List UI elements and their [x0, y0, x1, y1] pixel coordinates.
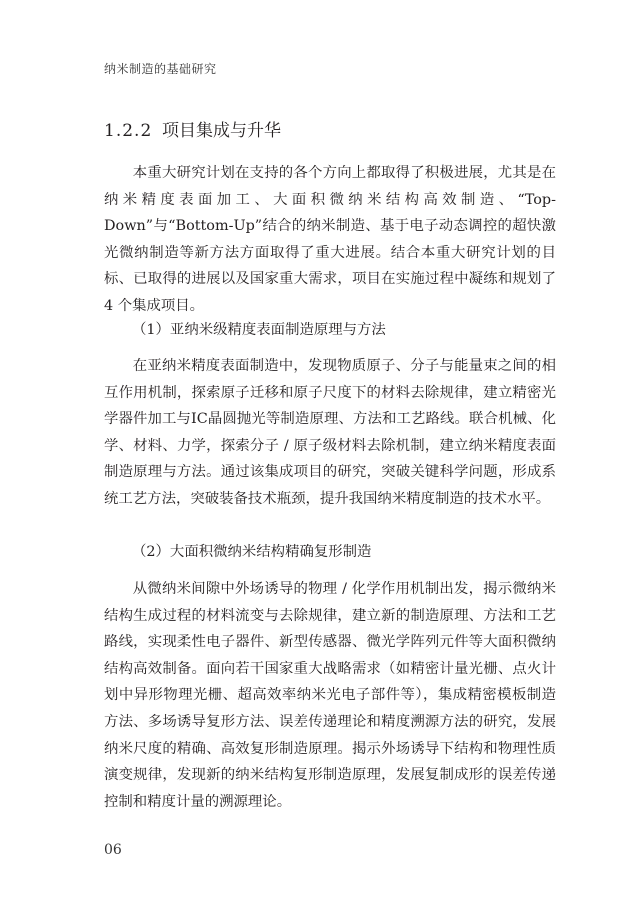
section-title: 项目集成与升华	[162, 121, 281, 141]
item1-heading: （1）亚纳米级精度表面制造原理与方法	[132, 322, 386, 338]
item2-heading: （2）大面积微纳米结构精确复形制造	[132, 544, 372, 560]
item1-paragraph: 在亚纳米精度表面制造中，发现物质原子、分子与能量束之间的相互作用机制，探索原子迁移和原子尺度下的材料去除规律，建立精密光学器件加工与IC晶圆抛光等制造原理、方法和工艺路线。联合机械、化学、材料、力学，探索分子 / 原子级材料去除机制，建立纳米精度表面制造原理与方法。通过该集成项目的研究，突破关键科学问题，形成系统工艺方法，突破装备技术瓶颈，提升我国纳米精度制造的技术水平。	[104, 358, 556, 507]
intro-paragraph: 本重大研究计划在支持的各个方向上都取得了积极进展，尤其是在纳米精度表面加工、大面积微纳米结构高效制造、“Top-Down”与“Bottom-Up”结合的纳米制造、基于电子动态调控的超快激光微纳制造等新方法方面取得了重大进展。结合本重大研究计划的目标、已取得的进展以及国家重大需求，项目在实施过程中凝练和规划了 4 个集成项目。	[104, 165, 556, 314]
page-number: 06	[104, 842, 122, 858]
section-number: 1.2.2	[104, 121, 153, 141]
running-head: 纳米制造的基础研究	[104, 62, 217, 76]
item2-paragraph: 从微纳米间隙中外场诱导的物理 / 化学作用机制出发，揭示微纳米结构生成过程的材料流变与去除规律，建立新的制造原理、方法和工艺路线，实现柔性电子器件、新型传感器、微光学阵列元件等大面积微纳结构高效制备。面向若干国家重大战略需求（如精密计量光栅、点火计划中异形物理光栅、超高效率纳米光电子部件等），集成精密模板制造方法、多场诱导复形方法、误差传递理论和精度溯源方法的研究，发展纳米尺度的精确、高效复形制造原理。揭示外场诱导下结构和物理性质演变规律，发现新的纳米结构复形制造原理，发展复制成形的误差传递控制和精度计量的溯源理论。	[104, 581, 556, 810]
section-heading	[104, 116, 281, 141]
